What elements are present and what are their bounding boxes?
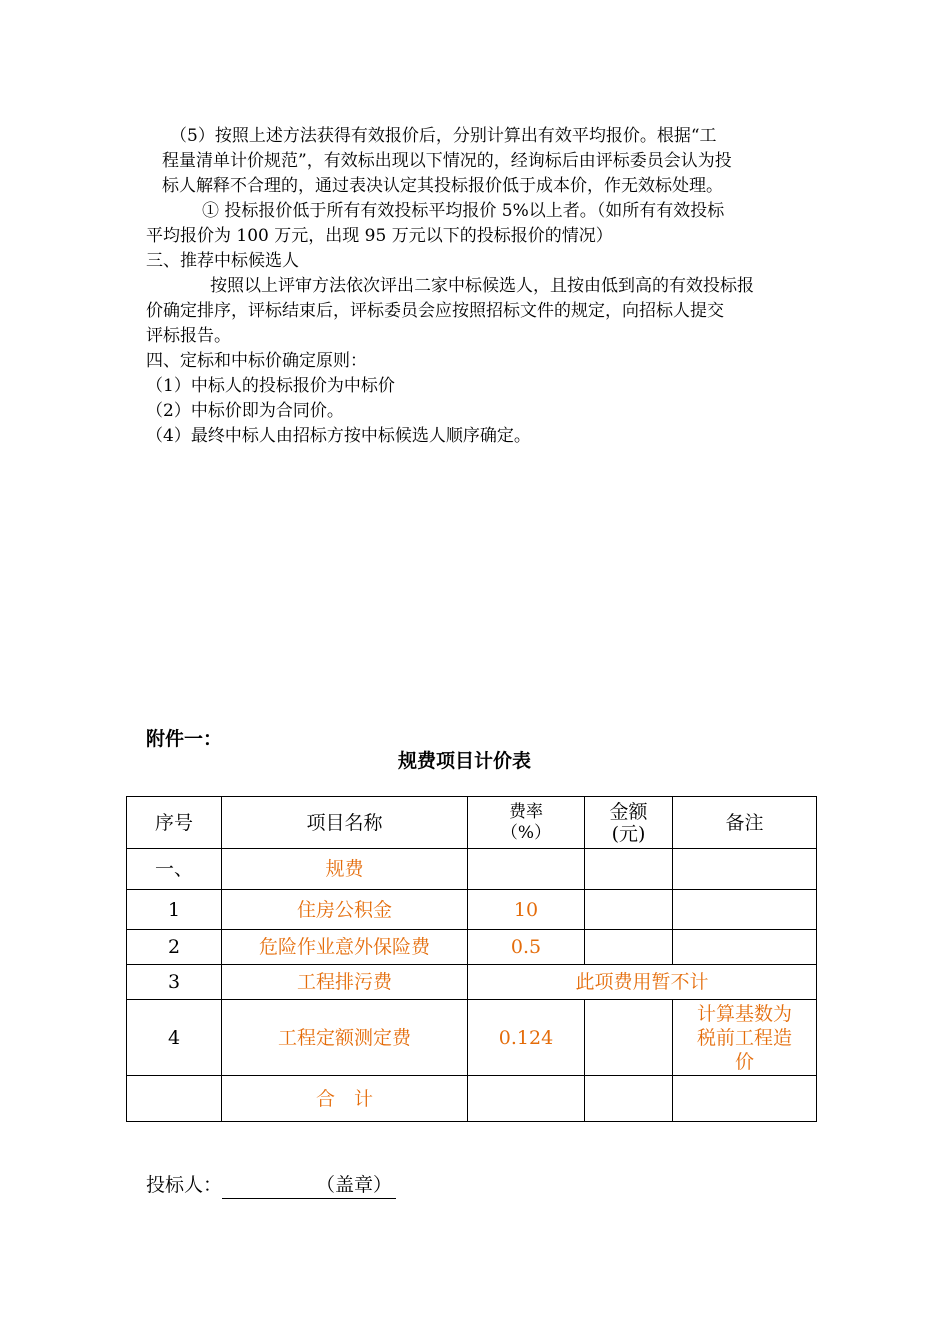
cell-seq: 3 [127,965,222,1000]
cell-remark [673,1000,817,1076]
cell-name: 规费 [222,849,468,890]
table-row [127,890,817,930]
paragraph-line: 按照以上评审方法依次评出二家中标候选人，且按由低到高的有效投标报 [210,276,754,296]
cell-seq: 4 [127,1000,222,1076]
remark-line: 计算基数为 [696,1002,792,1025]
signer-label: 投标人： [146,1174,223,1196]
paragraph-line: ① 投标报价低于所有有效投标平均报价 5%以上者。（如所有有效投标 [202,201,725,221]
table-row [127,849,817,890]
paragraph-line: 程量清单计价规范”，有效标出现以下情况的，经询标后由评标委员会认为投 [162,151,732,171]
table-total-row [127,1076,817,1122]
cell-seq: 一、 [127,849,222,890]
cell-total-label: 合 计 [222,1076,468,1122]
cell-amount [585,1076,673,1122]
remark-line: 税前工程造 [696,1026,792,1049]
paragraph-line: 评标报告。 [146,326,231,346]
cell-name: 住房公积金 [222,890,468,930]
paragraph-line: 标人解释不合理的，通过表决认定其投标报价低于成本价，作无效标处理。 [162,176,723,196]
remark-line: 价 [734,1050,754,1073]
cell-remark [673,930,817,965]
section-heading: 四、定标和中标价确定原则： [146,351,367,371]
header-seq: 序号 [127,797,222,849]
header-amount-line2: (元) [611,822,646,845]
header-rate-line1: 费率 [509,801,543,822]
header-name: 项目名称 [222,797,468,849]
paragraph-line: 价确定排序，评标结束后，评标委员会应按照招标文件的规定，向招标人提交 [146,301,724,321]
cell-name: 工程定额测定费 [222,1000,468,1076]
paragraph-line: （5）按照上述方法获得有效报价后，分别计算出有效平均报价。根据“工 [170,126,717,146]
table-header-row [127,797,817,849]
cell-amount [585,890,673,930]
header-rate [468,797,585,849]
cell-rate [468,1076,585,1122]
signer-line [146,1172,396,1199]
table-row [127,1000,817,1076]
cell-seq: 2 [127,930,222,965]
paragraph-line: 平均报价为 100 万元，出现 95 万元以下的投标报价的情况） [146,226,613,246]
header-rate-line2: （%） [500,822,552,843]
cell-amount [585,1000,673,1076]
cell-rate: 10 [468,890,585,930]
table-row [127,930,817,965]
list-item: （2）中标价即为合同价。 [146,401,344,421]
header-remark: 备注 [673,797,817,849]
cell-remark [673,890,817,930]
table-row [127,965,817,1000]
list-item: （1）中标人的投标报价为中标价 [146,376,395,396]
cell-rate: 0.5 [468,930,585,965]
header-amount-line1: 金额 [609,800,648,823]
list-item: （4）最终中标人由招标方按中标候选人顺序确定。 [146,426,531,446]
cell-name: 工程排污费 [222,965,468,1000]
cell-remark [673,1076,817,1122]
cell-name: 危险作业意外保险费 [222,930,468,965]
cell-rate [468,849,585,890]
table-title: 规费项目计价表 [398,750,532,772]
seal-field[interactable]: （盖章） [222,1172,396,1199]
fee-table [126,796,817,1122]
cell-remark [673,849,817,890]
cell-rate: 0.124 [468,1000,585,1076]
cell-seq: 1 [127,890,222,930]
cell-amount [585,930,673,965]
attachment-label: 附件一： [146,728,223,750]
cell-amount [585,849,673,890]
cell-seq [127,1076,222,1122]
header-amount [585,797,673,849]
cell-merged-note: 此项费用暂不计 [468,965,817,1000]
section-heading: 三、推荐中标候选人 [146,251,299,271]
